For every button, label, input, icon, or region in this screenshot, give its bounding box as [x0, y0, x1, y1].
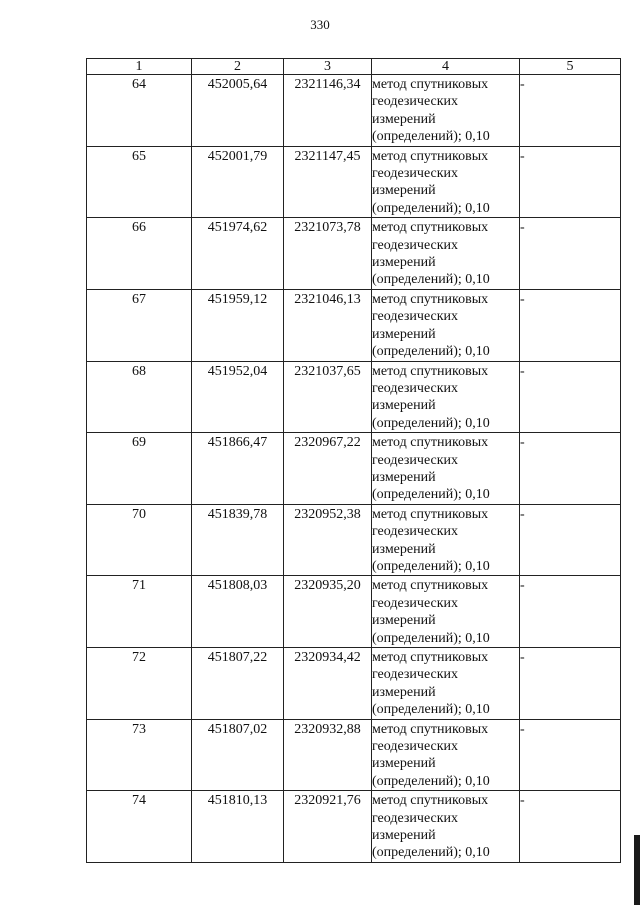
method-line: измерений [372, 398, 436, 414]
point-number-cell: 71 [87, 576, 192, 648]
method-line: (определений); 0,10 [372, 487, 490, 503]
method-line: метод спутниковых [372, 291, 489, 307]
method-line: измерений [372, 326, 436, 342]
method-line: (определений); 0,10 [372, 272, 490, 288]
method-line: метод спутниковых [372, 793, 489, 809]
method-line: (определений); 0,10 [372, 344, 490, 360]
y-coordinate-cell: 2320952,38 [284, 504, 372, 576]
column-header-3: 3 [284, 59, 372, 75]
method-line: измерений [372, 469, 436, 485]
note-cell: - [520, 504, 621, 576]
method-cell [372, 576, 520, 648]
column-header-1: 1 [87, 59, 192, 75]
note-cell: - [520, 146, 621, 218]
method-line: измерений [372, 613, 436, 629]
y-coordinate-cell: 2321046,13 [284, 289, 372, 361]
point-number-cell: 73 [87, 719, 192, 791]
y-coordinate-cell: 2320934,42 [284, 648, 372, 720]
method-line: измерений [372, 111, 436, 127]
method-line: геодезических [372, 237, 459, 253]
note-cell: - [520, 218, 621, 290]
y-coordinate-cell: 2320935,20 [284, 576, 372, 648]
table-header-row [87, 59, 621, 75]
method-line: метод спутниковых [372, 435, 489, 451]
x-coordinate-cell: 451866,47 [192, 433, 284, 505]
table-row [87, 218, 621, 290]
point-number-cell: 68 [87, 361, 192, 433]
method-cell [372, 791, 520, 863]
method-cell [372, 433, 520, 505]
method-line: метод спутниковых [372, 148, 489, 164]
method-line: геодезических [372, 452, 459, 468]
coordinates-table [86, 58, 621, 863]
method-line: геодезических [372, 94, 459, 110]
method-cell [372, 75, 520, 147]
table-row [87, 576, 621, 648]
table-row [87, 648, 621, 720]
method-line: метод спутниковых [372, 650, 489, 665]
x-coordinate-cell: 451808,03 [192, 576, 284, 648]
method-line: метод спутниковых [372, 721, 489, 737]
note-cell: - [520, 289, 621, 361]
table-row [87, 75, 621, 147]
method-line: геодезических [372, 380, 459, 396]
method-line: метод спутниковых [372, 363, 489, 379]
y-coordinate-cell: 2321073,78 [284, 218, 372, 290]
y-coordinate-cell: 2321146,34 [284, 75, 372, 147]
note-cell: - [520, 791, 621, 863]
point-number-cell: 69 [87, 433, 192, 505]
table-body [87, 75, 621, 863]
method-line: (определений); 0,10 [372, 200, 490, 216]
method-line: геодезических [372, 739, 459, 755]
method-line: (определений); 0,10 [372, 558, 490, 574]
table-row [87, 361, 621, 433]
method-cell [372, 361, 520, 433]
page-number: 330 [310, 17, 330, 32]
method-line: (определений); 0,10 [372, 630, 490, 646]
method-line: метод спутниковых [372, 578, 489, 594]
y-coordinate-cell: 2320932,88 [284, 719, 372, 791]
point-number-cell: 65 [87, 146, 192, 218]
y-coordinate-cell: 2320921,76 [284, 791, 372, 863]
method-line: измерений [372, 255, 436, 271]
table-row [87, 433, 621, 505]
method-cell [372, 648, 520, 720]
y-coordinate-cell: 2320967,22 [284, 433, 372, 505]
method-cell [372, 218, 520, 290]
method-cell [372, 289, 520, 361]
scan-edge-mark [634, 835, 640, 905]
method-line: измерений [372, 684, 436, 700]
method-line: измерений [372, 756, 436, 772]
x-coordinate-cell: 452005,64 [192, 75, 284, 147]
method-line: (определений); 0,10 [372, 702, 490, 718]
method-line: (определений); 0,10 [372, 845, 490, 861]
note-cell: - [520, 361, 621, 433]
y-coordinate-cell: 2321037,65 [284, 361, 372, 433]
table-row [87, 504, 621, 576]
table-row [87, 791, 621, 863]
method-line: метод спутниковых [372, 220, 489, 236]
method-line: геодезических [372, 667, 459, 683]
point-number-cell: 72 [87, 648, 192, 720]
method-cell [372, 146, 520, 218]
point-number-cell: 67 [87, 289, 192, 361]
note-cell: - [520, 648, 621, 720]
method-line: геодезических [372, 166, 459, 182]
x-coordinate-cell: 451810,13 [192, 791, 284, 863]
x-coordinate-cell: 451959,12 [192, 289, 284, 361]
method-line: измерений [372, 541, 436, 557]
method-line: метод спутниковых [372, 77, 489, 92]
method-line: (определений); 0,10 [372, 773, 490, 789]
x-coordinate-cell: 451974,62 [192, 218, 284, 290]
table-row [87, 289, 621, 361]
method-line: измерений [372, 828, 436, 844]
note-cell: - [520, 433, 621, 505]
method-line: (определений); 0,10 [372, 129, 490, 145]
x-coordinate-cell: 451839,78 [192, 504, 284, 576]
method-cell [372, 719, 520, 791]
method-line: метод спутниковых [372, 506, 489, 522]
point-number-cell: 70 [87, 504, 192, 576]
x-coordinate-cell: 452001,79 [192, 146, 284, 218]
table-row [87, 719, 621, 791]
method-line: геодезических [372, 595, 459, 611]
method-line: измерений [372, 183, 436, 199]
column-header-5: 5 [520, 59, 621, 75]
column-header-4: 4 [372, 59, 520, 75]
method-line: геодезических [372, 524, 459, 540]
x-coordinate-cell: 451807,02 [192, 719, 284, 791]
column-header-2: 2 [192, 59, 284, 75]
method-line: геодезических [372, 810, 459, 826]
point-number-cell: 74 [87, 791, 192, 863]
note-cell: - [520, 719, 621, 791]
y-coordinate-cell: 2321147,45 [284, 146, 372, 218]
note-cell: - [520, 576, 621, 648]
point-number-cell: 64 [87, 75, 192, 147]
point-number-cell: 66 [87, 218, 192, 290]
x-coordinate-cell: 451807,22 [192, 648, 284, 720]
table-row [87, 146, 621, 218]
method-line: геодезических [372, 309, 459, 325]
x-coordinate-cell: 451952,04 [192, 361, 284, 433]
method-cell [372, 504, 520, 576]
note-cell: - [520, 75, 621, 147]
method-line: (определений); 0,10 [372, 415, 490, 431]
